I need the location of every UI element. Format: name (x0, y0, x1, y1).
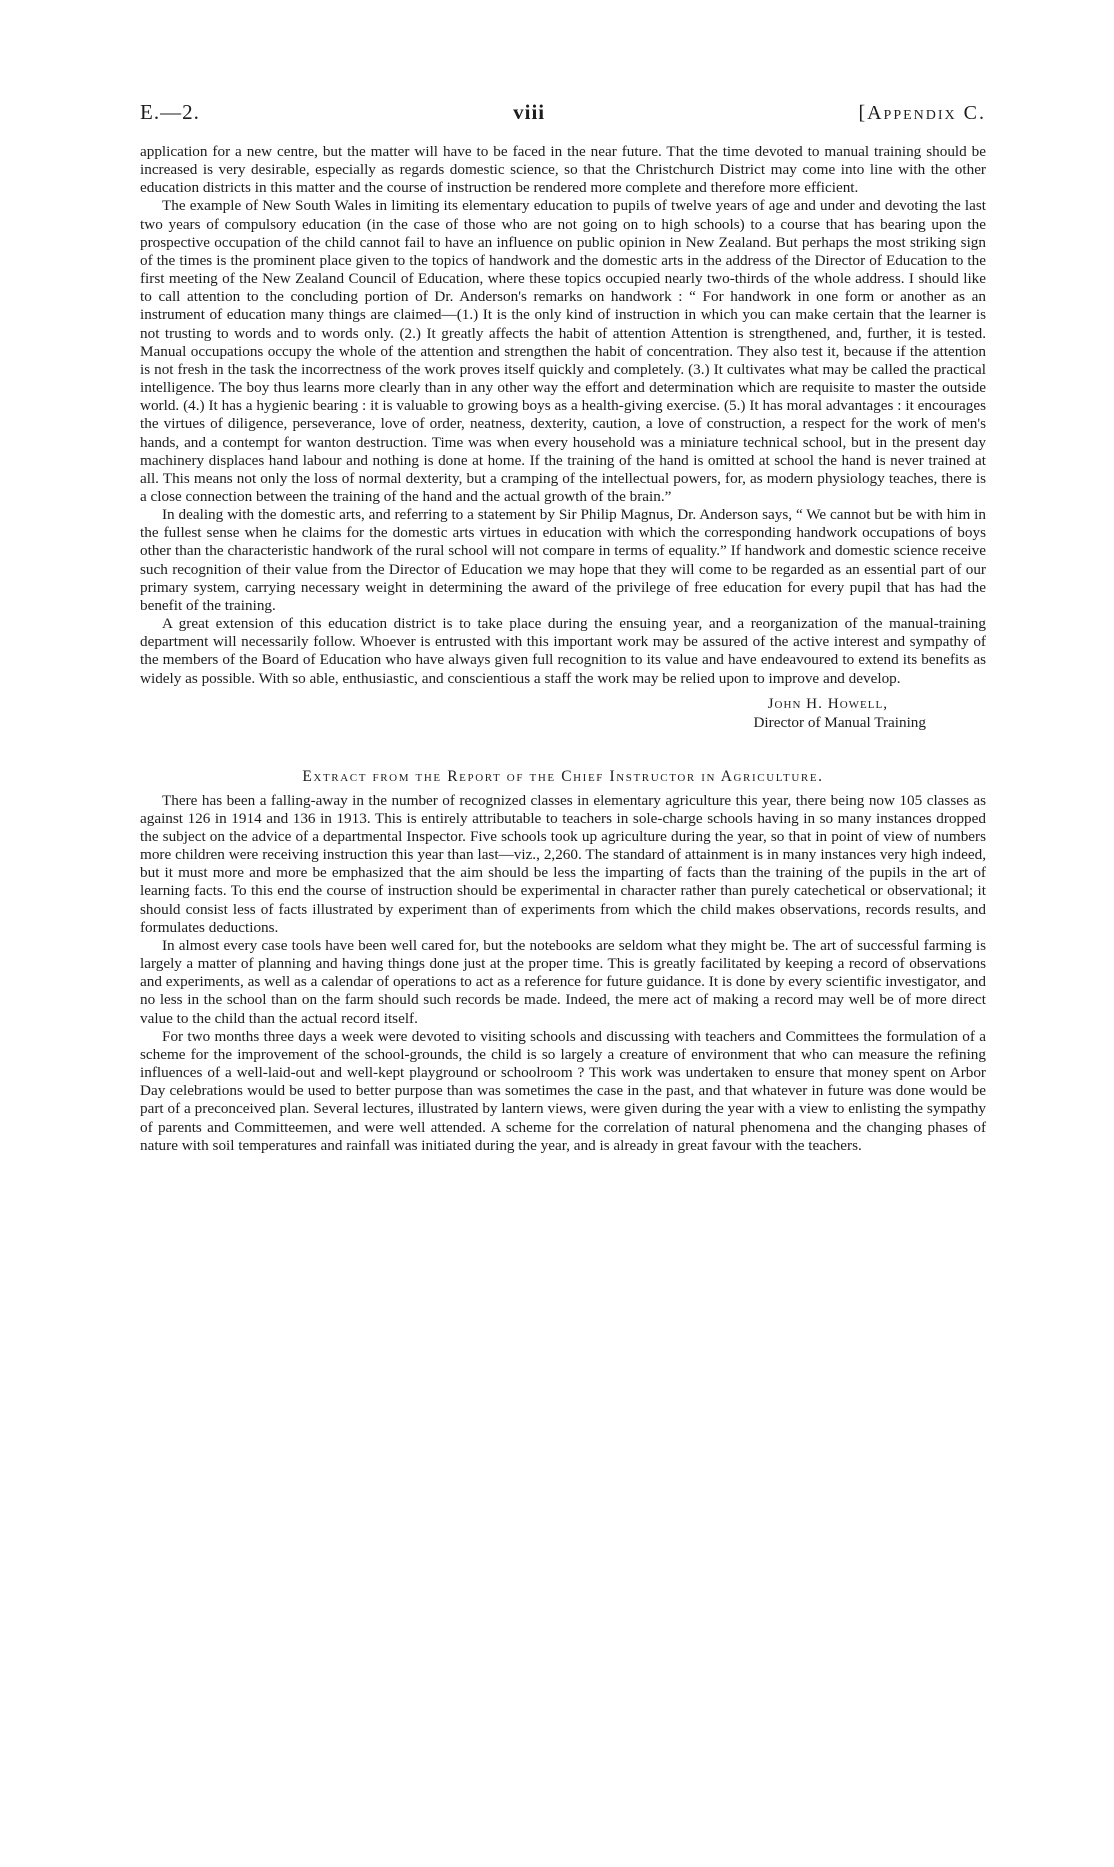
appendix-label: [Appendix C. (858, 102, 986, 124)
paragraph: In almost every case tools have been well cared for, but the notebooks are seldom what they might be. The art of successful farming is largely a matter of planning and having things done just at the proper time. This is greatly facilitated by keeping a record of observations and experiments, as well as a calendar of operations to act as a reference for future guidance. It is done by every scientific investigator, and no less in the school than on the farm should such records be made. Indeed, the mere act of making a record may well be of more direct value to the child than the actual record itself. (140, 936, 986, 1027)
page-header (140, 100, 986, 125)
paragraph: There has been a falling-away in the number of recognized classes in elementary agriculture this year, there being now 105 classes as against 126 in 1914 and 136 in 1913. This is entirely attributable to teachers in sole-charge schools having in so many instances dropped the subject on the advice of a departmental Inspector. Five schools took up agriculture during the year, so that in point of view of numbers more children were receiving instruction this year than last—viz., 2,260. The standard of attainment is in many instances very high indeed, but it must more and more be emphasized that the aim should be less the imparting of facts than the training of the pupils in the art of learning facts. To this end the course of instruction should be experimental in character rather than purely catechetical or observational; it should consist less of facts illustrated by experiment than of experiments from which the child makes observations, records results, and formulates deductions. (140, 791, 986, 936)
paragraph-continuation: application for a new centre, but the matter will have to be faced in the near future. That the time devoted to manual training should be increased is very desirable, especially as regards domestic science, so that the Christchurch District may come into line with the other education districts in this matter and the course of instruction be rendered more complete and therefore more efficient. (140, 143, 986, 197)
paragraph: The example of New South Wales in limiting its elementary education to pupils of twelve years of age and under and devoting the last two years of compulsory education (in the case of those who are not going on to high schools) to a course that has bearing upon the prospective occupation of the child cannot fail to have an influence on public opinion in New Zealand. But perhaps the most striking sign of the times is the prominent place given to the topics of handwork and the domestic arts in the address of the Director of Education to the first meeting of the New Zealand Council of Education, where these topics occupied nearly two-thirds of the whole address. I should like to call attention to the concluding portion of Dr. Anderson's remarks on handwork : “ For handwork in one form or another as an instrument of education many things are claimed—(1.) It is the only kind of instruction in which you can make certain that the learner is not trusting to words and to words only. (2.) It greatly affects the habit of attention Attention is strengthened, and, further, it is tested. Manual occupations occupy the whole of the attention and strengthen the habit of concentration. They also test it, because if the attention is not fresh in the task the incorrectness of the work proves itself quickly and completely. (3.) It cultivates what may be called the practical intelligence. The boy thus learns more clearly than in any other way the effort and determination which are requisite to master the outside world. (4.) It has a hygienic bearing : it is valuable to growing boys as a health-giving exercise. (5.) It has moral advantages : it encourages the virtues of diligence, perseverance, love of order, neatness, dexterity, caution, a love of construction, a respect for the work of men's hands, and a contempt for wanton destruction. Time was when every household was a miniature technical school, but in the present day machinery displaces hand labour and nothing is done at home. If the training of the hand is omitted at school the hand is never trained at all. This means not only the loss of normal dexterity, but a cramping of the intellectual powers, for, as modern physiology teaches, there is a close connection between the training of the hand and the actual growth of the brain.” (140, 197, 986, 505)
section-heading: Extract from the Report of the Chief Instructor in Agriculture. (302, 767, 824, 785)
signatory-name: John H. Howell, (767, 694, 888, 712)
signature-block (140, 694, 986, 732)
paragraph: In dealing with the domestic arts, and referring to a statement by Sir Philip Magnus, Dr. Anderson says, “ We cannot but be with him in the fullest sense when he claims for the domestic arts virtues in education with which the corresponding handwork occupations of boys other than the characteristic handwork of the rural school will not compare in terms of equality.” If handwork and domestic science receive such recognition of their value from the Director of Education we may hope that they will come to be regarded as an essential part of our primary system, carrying necessary weight in determining the award of the privilege of free education for every pupil that has had the benefit of the training. (140, 506, 986, 614)
signatory-title: Director of Manual Training (753, 713, 926, 731)
document-code: E.—2. (140, 100, 200, 124)
page-number: viii (513, 100, 546, 124)
paragraph: For two months three days a week were devoted to visiting schools and discussing with teachers and Committees the formulation of a scheme for the improvement of the school-grounds, the child is so largely a creature of environment that who can measure the refining influences of a well-laid-out and well-kept playground or schoolroom ? This work was undertaken to ensure that money spent on Arbor Day celebrations would be used to better purpose than was sometimes the case in the past, and that whatever in future was done would be part of a preconceived plan. Several lectures, illustrated by lantern views, were given during the year with a view to enlisting the sympathy of parents and Committeemen, and were well attended. A scheme for the correlation of natural phenomena and the changing phases of nature with soil temperatures and rainfall was initiated during the year, and is already in great favour with the teachers. (140, 1027, 986, 1154)
paragraph: A great extension of this education district is to take place during the ensuing year, and a reorganization of the manual-training department will necessarily follow. Whoever is entrusted with this important work may be assured of the active interest and sympathy of the members of the Board of Education who have always given full recognition to its value and have endeavoured to extend its benefits as widely as possible. With so able, enthusiastic, and conscientious a staff the work may be relied upon to improve and develop. (140, 615, 986, 687)
